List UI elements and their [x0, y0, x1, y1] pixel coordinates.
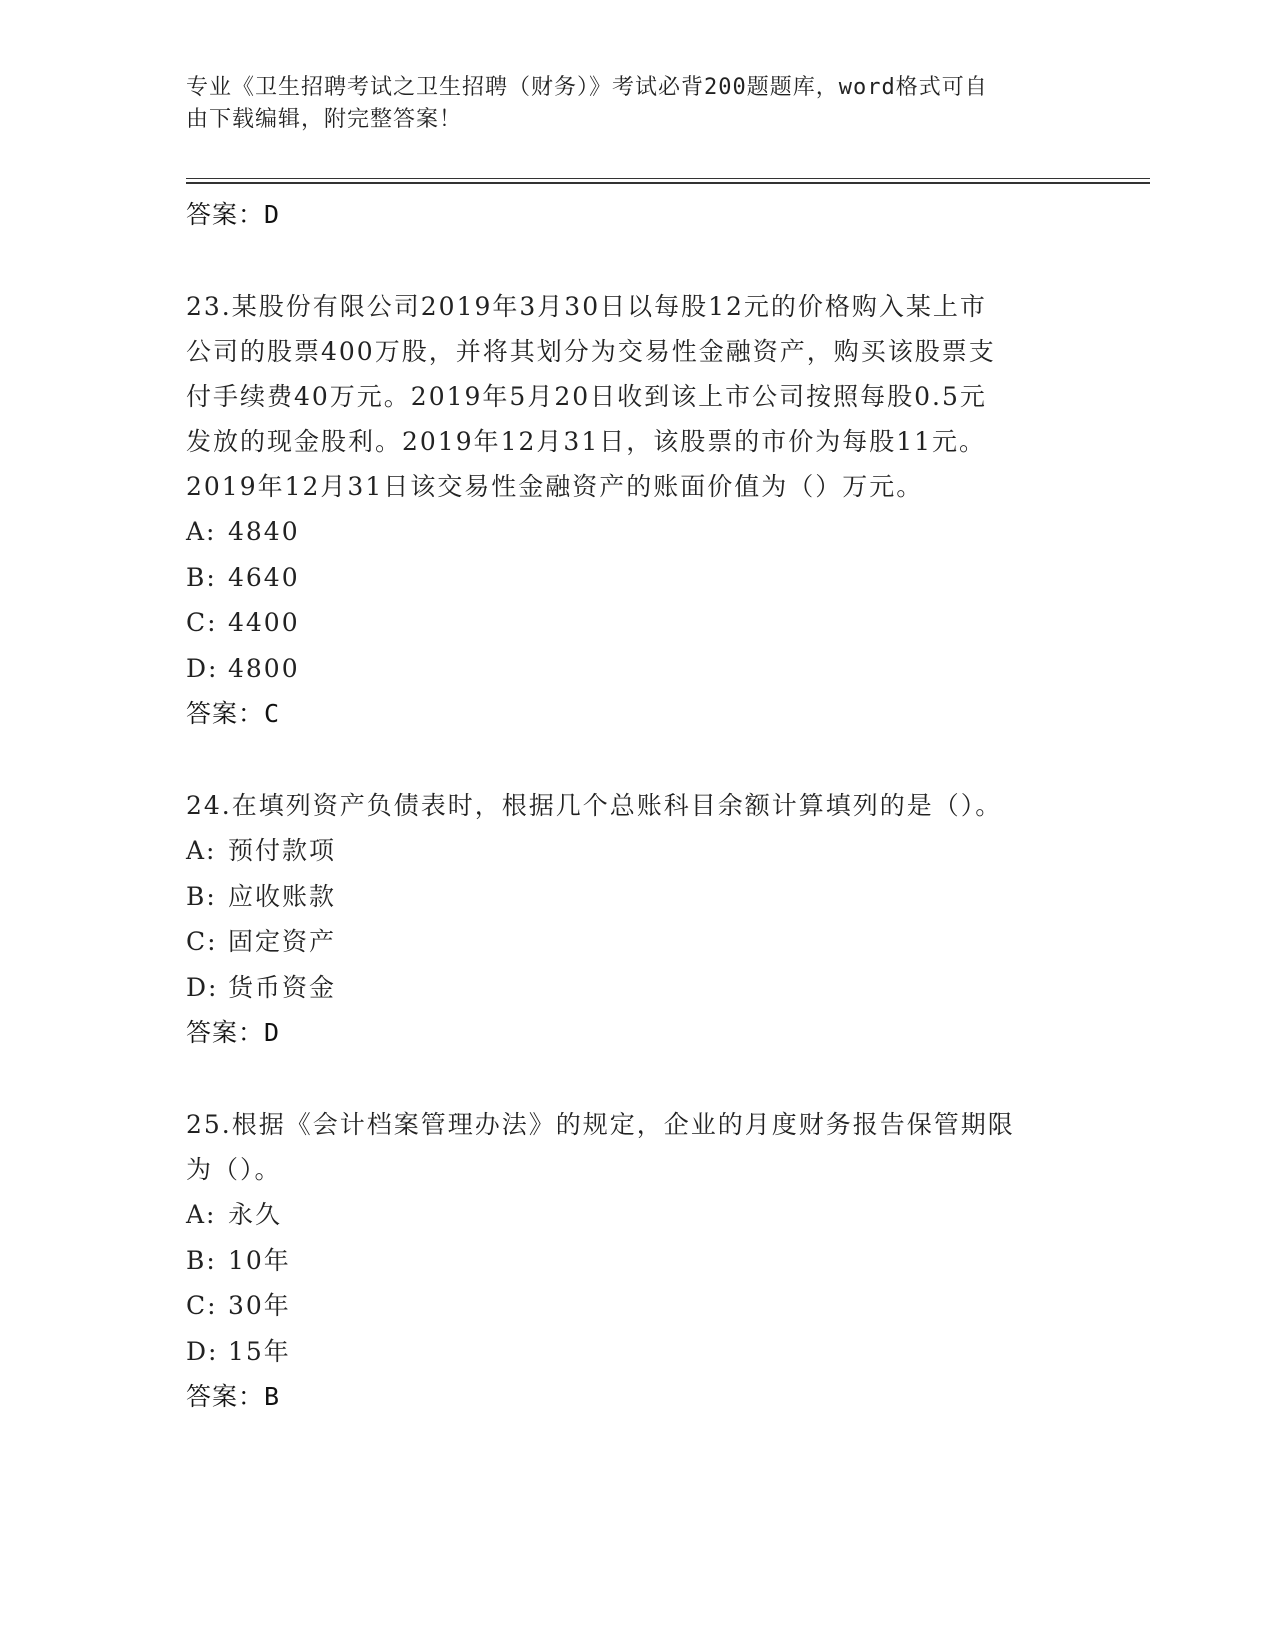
option-d: [186, 646, 1086, 692]
header-line-2: 由下载编辑，附完整答案！: [186, 107, 463, 132]
option-letter: B:: [186, 1245, 217, 1275]
option-b: [186, 874, 1086, 920]
option-d: [186, 965, 1086, 1011]
question-stem: [186, 783, 1086, 828]
stem-line: 23.某股份有限公司2019年3月30日以每股12元的价格购入某上市: [186, 292, 987, 321]
question-stem: [186, 284, 1086, 509]
option-text: 4840: [228, 517, 300, 546]
option-letter: B:: [186, 881, 217, 911]
option-d: [186, 1329, 1086, 1375]
stem-line: 为（）。: [186, 1155, 282, 1184]
answer-label: 答案：B: [186, 1382, 281, 1411]
option-text: 货币资金: [228, 972, 337, 1002]
option-letter: A:: [186, 1200, 217, 1229]
option-a: [186, 828, 1086, 874]
stem-line: 2019年12月31日该交易性金融资产的账面价值为（）万元。: [186, 472, 924, 501]
stem-line: 付手续费40万元。2019年5月20日收到该上市公司按照每股0.5元: [186, 382, 987, 411]
stem-line: 发放的现金股利。2019年12月31日，该股票的市价为每股11元。: [186, 427, 987, 456]
stem-line: 24.在填列资产负债表时，根据几个总账科目余额计算填列的是（）。: [186, 791, 1003, 820]
option-text: 30年: [228, 1291, 291, 1320]
option-letter: D:: [186, 1336, 219, 1366]
option-a: [186, 1192, 1086, 1238]
option-text: 4640: [228, 562, 300, 592]
option-letter: C:: [186, 927, 218, 956]
question-content: [186, 192, 1086, 1420]
option-text: 预付款项: [228, 836, 337, 865]
option-letter: C:: [186, 1291, 218, 1320]
question-25: [186, 1102, 1086, 1420]
stem-line: 公司的股票400万股，并将其划分为交易性金融资产，购买该股票支: [186, 337, 996, 366]
header-rule-thick: [186, 182, 1150, 184]
option-b: [186, 555, 1086, 601]
option-text: 永久: [228, 1200, 283, 1229]
spacer: [186, 737, 1086, 783]
option-letter: A:: [186, 517, 217, 546]
option-c: [186, 600, 1086, 646]
option-letter: D:: [186, 972, 219, 1002]
option-c: [186, 1283, 1086, 1329]
option-c: [186, 919, 1086, 965]
spacer: [186, 1056, 1086, 1102]
option-letter: D:: [186, 653, 219, 683]
question-23: [186, 284, 1086, 737]
option-text: 10年: [228, 1245, 291, 1275]
spacer: [186, 238, 1086, 284]
option-text: 15年: [228, 1336, 291, 1366]
option-letter: B:: [186, 562, 217, 592]
answer-label: 答案：C: [186, 699, 281, 728]
answer-label: 答案：D: [186, 1018, 281, 1047]
option-letter: C:: [186, 608, 218, 637]
document-header: [186, 72, 1066, 136]
question-stem: [186, 1102, 1086, 1192]
option-text: 4400: [228, 608, 300, 637]
option-b: [186, 1238, 1086, 1284]
option-text: 固定资产: [228, 927, 337, 956]
header-rule-thin: [186, 178, 1150, 179]
question-24: [186, 783, 1086, 1056]
stem-line: 25.根据《会计档案管理办法》的规定，企业的月度财务报告保管期限: [186, 1110, 1015, 1139]
option-letter: A:: [186, 836, 217, 865]
answer-label: 答案：D: [186, 200, 281, 229]
option-text: 4800: [228, 653, 300, 683]
option-text: 应收账款: [228, 881, 337, 911]
option-a: [186, 509, 1086, 555]
header-line-1: 专业《卫生招聘考试之卫生招聘（财务）》考试必背200题题库，word格式可自: [186, 75, 988, 100]
